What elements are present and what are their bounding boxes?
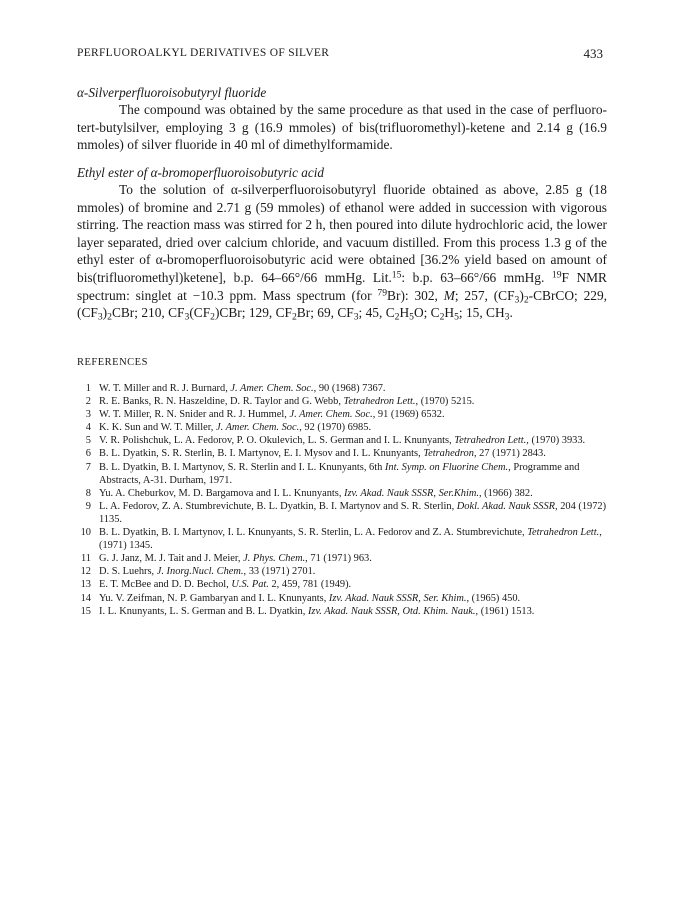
reference-text: E. T. McBee and D. D. Bechol, U.S. Pat. 2, 459, 781 (1949). bbox=[99, 579, 352, 591]
reference-number: 9 bbox=[85, 500, 91, 512]
section-heading-ethyl-ester: Ethyl ester of α-bromoperfluoroisobutyric acid bbox=[77, 165, 324, 180]
reference-item bbox=[77, 605, 615, 618]
reference-item bbox=[77, 461, 615, 487]
section-paragraph-silver-fluoride bbox=[77, 101, 607, 154]
reference-number: 3 bbox=[85, 409, 91, 421]
reference-text: G. J. Janz, M. J. Tait and J. Meier, J. Phys. Chem., 71 (1971) 963. bbox=[99, 553, 372, 565]
reference-text: Yu. A. Cheburkov, M. D. Bargamova and I. L. Knunyants, Izv. Akad. Nauk SSSR, Ser.Khim., (1966) 382. bbox=[99, 487, 533, 499]
reference-number: 10 bbox=[80, 527, 91, 539]
reference-text: R. E. Banks, R. N. Haszeldine, D. R. Taylor and G. Webb, Tetrahedron Lett., (1970) 5215. bbox=[99, 396, 475, 408]
reference-text: D. S. Luehrs, J. Inorg.Nucl. Chem., 33 (1971) 2701. bbox=[99, 566, 316, 578]
reference-item bbox=[77, 500, 615, 526]
reference-number: 12 bbox=[80, 566, 91, 578]
reference-number: 11 bbox=[80, 553, 91, 565]
reference-number: 1 bbox=[85, 383, 91, 394]
paragraph-text: The compound was obtained by the same procedure as that used in the case of perfluoro-tert-butylsilver, employing 3 g (16.9 mmoles) of bis(trifluoromethyl)-ketene and 2.14 g (16.9 mmoles) of silver fluoride in 40 ml of dimethylformamide. bbox=[77, 102, 607, 153]
reference-number: 7 bbox=[85, 461, 91, 473]
reference-item bbox=[77, 565, 615, 578]
reference-item bbox=[77, 395, 615, 408]
references-heading: REFERENCES bbox=[77, 357, 148, 368]
reference-item bbox=[77, 447, 615, 460]
reference-text: I. L. Knunyants, L. S. German and B. L. Dyatkin, Izv. Akad. Nauk SSSR, Otd. Khim. Nauk., (1961) 1513. bbox=[99, 605, 535, 617]
running-head-title: PERFLUOROALKYL DERIVATIVES OF SILVER bbox=[77, 47, 330, 59]
reference-number: 5 bbox=[85, 435, 91, 447]
paragraph-text: To the solution of α-silverperfluoroisobutyryl fluoride obtained as above, 2.85 g (18 mmoles) of bromine and 2.71 g (59 mmoles) of ethanol were added in succession with vigorous stirring. The reaction mass was stirred for 2 h, then poured into dilute hydrochloric acid, the lower layer separated, dried over calcium chloride, and vacuum distilled. From this process 1.3 g of the ethyl ester of α-bromoperfluoroisobutyric acid were obtained [36.2% yield based on amount of bis(trifluoromethyl)ketene], b.p. 64–66°/66 mmHg. Lit.$^{15}$: b.p. 63–66°/66 mmHg. $^{19}$F NMR spectrum: singlet at −10.3 ppm. Mass spectrum (for $^{79}$Br): 302, M; 257, $(CF_3)_2$-CBrCO; 229, $(CF_3)_2CBr$; 210, $CF_3(CF_2)CBr$; 129, $CF_2Br$; 69, $CF_3$; 45, $C_2H_5O$; $C_2H_5$; 15, $CH_3$. bbox=[77, 182, 608, 323]
reference-item bbox=[77, 421, 615, 434]
reference-number: 13 bbox=[80, 579, 91, 591]
reference-number: 6 bbox=[85, 448, 91, 460]
references-list bbox=[77, 382, 615, 618]
reference-item bbox=[77, 434, 615, 447]
reference-item bbox=[77, 592, 615, 605]
reference-item bbox=[77, 526, 615, 552]
reference-item bbox=[77, 487, 615, 500]
reference-item bbox=[77, 382, 615, 395]
reference-text: B. L. Dyatkin, S. R. Sterlin, B. I. Martynov, E. I. Mysov and I. L. Knunyants, Tetrahedron, 27 (1971) 2843. bbox=[99, 448, 546, 460]
section-paragraph-ethyl-ester bbox=[77, 181, 607, 322]
reference-text: V. R. Polishchuk, L. A. Fedorov, P. O. Okulevich, L. S. German and I. L. Knunyants, Tetrahedron Lett., (1970) 3933. bbox=[99, 435, 586, 447]
reference-number: 15 bbox=[80, 605, 91, 617]
reference-text: W. T. Miller, R. N. Snider and R. J. Hummel, J. Amer. Chem. Soc., 91 (1969) 6532. bbox=[99, 409, 445, 421]
reference-item bbox=[77, 578, 615, 591]
reference-text: B. L. Dyatkin, B. I. Martynov, I. L. Knunyants, S. R. Sterlin, L. A. Fedorov and Z. A. Stumbrevichute, Tetrahedron Lett., (1971) 1345. bbox=[99, 527, 602, 552]
page-number: 433 bbox=[583, 46, 603, 61]
reference-text: K. K. Sun and W. T. Miller, J. Amer. Chem. Soc., 92 (1970) 6985. bbox=[99, 422, 372, 434]
reference-item bbox=[77, 408, 615, 421]
reference-number: 2 bbox=[85, 396, 91, 408]
reference-text: L. A. Fedorov, Z. A. Stumbrevichute, B. L. Dyatkin, B. I. Martynov and S. R. Sterlin, Dokl. Akad. Nauk SSSR, 204 (1972) 1135. bbox=[99, 500, 607, 525]
section-heading-silver-fluoride: α-Silverperfluoroisobutyryl fluoride bbox=[77, 85, 267, 100]
reference-number: 14 bbox=[80, 592, 91, 604]
reference-text: Yu. V. Zeifman, N. P. Gambaryan and I. L. Knunyants, Izv. Akad. Nauk SSSR, Ser. Khim., (1965) 450. bbox=[99, 592, 521, 604]
reference-text: B. L. Dyatkin, B. I. Martynov, S. R. Sterlin and I. L. Knunyants, 6th Int. Symp. on Fluorine Chem., Programme and Abstracts, A-31. Durham, 1971. bbox=[99, 461, 580, 486]
reference-item bbox=[77, 552, 615, 565]
reference-number: 8 bbox=[85, 487, 91, 499]
running-head bbox=[77, 47, 603, 65]
reference-text: W. T. Miller and R. J. Burnard, J. Amer. Chem. Soc., 90 (1968) 7367. bbox=[99, 383, 386, 394]
reference-number: 4 bbox=[85, 422, 91, 434]
